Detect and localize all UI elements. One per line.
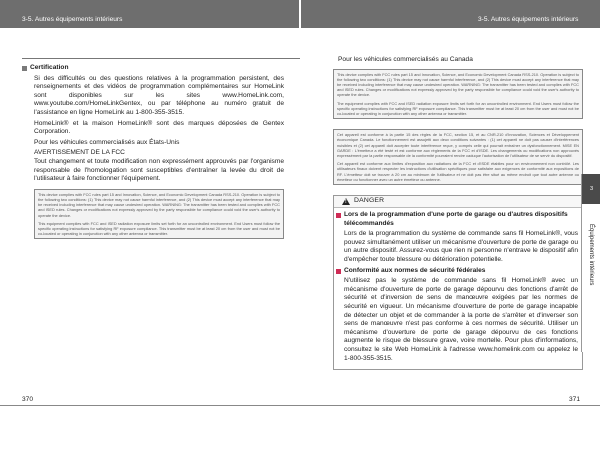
bottom-rule-left <box>0 405 300 406</box>
heading-square-icon <box>22 66 27 71</box>
trademark-paragraph: HomeLink® et la maison HomeLink® sont des marques déposées de Gentex Corporation. <box>34 119 284 136</box>
fcc-warning-title: AVERTISSEMENT DE LA FCC <box>34 149 125 157</box>
bottom-rule-right <box>300 405 600 406</box>
danger-text-safety-standards: N'utilisez pas le système de commande sans fil HomeLink® avec un mécanisme d'ouverture de porte de garage dépourvu des fonctions d'arrêt de sécurité et d'inversion de sens de manœuvre exigées par les normes de sécurité en vigueur. Un mécanisme d'ouverture de porte de garage incapable de détecter un objet et de commander à la porte de s'arrêter et d'inverser son sens de manœuvre n'est pas conforme à ces normes de sécurité. Utiliser un mécanisme d'ouverture de porte de garage dépourvu de ces fonctions augmente le risque de blessure grave, voire mortelle. Pour plus d'informations, consultez le site Web HomeLink à l'adresse www.homelink.com ou appelez le 1-800-355-3515. <box>344 277 578 362</box>
page-number-right: 371 <box>569 396 581 403</box>
page-number-left: 370 <box>22 396 34 403</box>
fcc-compliance-box-canada-fr <box>333 129 583 185</box>
fcc-warning-text: Tout changement et toute modification non expressément approuvés par l'organisme responsable de l'homologation sont susceptibles d'entraîner la levée du droit de l'utilisateur à faire fonctionner l'équipement. <box>34 157 284 183</box>
canada-vehicles-line: Pour les véhicules commercialisés au Canada <box>338 56 473 63</box>
fcc-box-usa-paragraph-1: This device complies with FCC rules part 15 and Innovation, Science, and Economic Development Canada RSS-210. Operation is subject to the following two conditions: (1) This device may not cause harmful interference, and (2) This device must accept any interference that may be received including interference that may cause undesired operation. WARNING: The transmitter has been tested and complies with FCC and ISED rules. Changes or modifications not expressly approved by the party responsible for compliance could void the user's authority to operate the device. <box>38 191 280 218</box>
right-page-body <box>333 56 583 370</box>
chapter-side-tab <box>581 174 600 352</box>
fcc-compliance-box-canada-en <box>333 69 583 120</box>
right-section-title: 3-5. Autres équipements intérieurs <box>478 16 579 23</box>
certification-heading: Certification <box>22 64 284 73</box>
danger-body <box>334 208 582 369</box>
warning-triangle-icon <box>342 198 350 205</box>
fcc-box-canada-fr-paragraph-2: Cet appareil est conforme aux limites d'exposition aux radiations de la FCC et d'ISDE établies pour un environnement non contrôlé. Les utilisateurs finaux doivent respecter les instructions d'utilisation spécifiques pour satisfaire aux exigences de conformité aux expositions de RF. L'émetteur doit se trouver à 20 cm au minimum de l'utilisateur et ne doit pas être situé au même endroit que tout autre antenne ou émetteur ou fonctionner avec un autre émetteur ou antenne. <box>337 161 579 182</box>
chapter-label: Équipements intérieurs <box>588 224 594 286</box>
programming-help-paragraph: Si des difficultés ou des questions relatives à la programmation persistent, des renseignements et des vidéos de programmation complémentaires sur HomeLink sont disponibles sur les sites www.HomeLink.com, www.youtube.com/HomeLinkGentex, ou par téléphone au numéro gratuit de l'assistance en ligne HomeLink au 1-800-355-3515. <box>34 74 284 116</box>
danger-heading-programming: Lors de la programmation d'une porte de garage ou d'autres dispositifs télécommandés <box>336 211 578 228</box>
danger-label: DANGER <box>354 197 385 205</box>
fcc-compliance-box-usa <box>34 189 284 240</box>
danger-text-programming: Lors de la programmation du système de commande sans fil HomeLink®, vous pouvez simultanément utiliser un mécanisme d'ouverture de porte de garage ou un autre dispositif. Assurez-vous que rien ni personne n'entrave le dispositif afin d'empêcher toute blessure ou détérioration potentielle. <box>344 230 578 264</box>
heading-square-icon <box>336 213 341 218</box>
fcc-box-canada-en-paragraph-2: The equipment complies with FCC and ISED radiation exposure limits set forth for an uncontrolled environment. End Users must follow the specific operating instructions for satisfying RF exposure compliance. This transmitter must be at least 20 cm from the user and must not be co-located or operating in conjunction with any other antenna or transmitter. <box>337 100 579 117</box>
left-page-header <box>0 0 300 28</box>
fcc-box-canada-fr-paragraph-1: Cet appareil est conforme à la partie 15 des règles de la FCC, section 15, et au CNR-210 d'Innovation, Sciences et Développement économique Canada. Le fonctionnement est assujetti aux deux conditions suivantes : (1) cet appareil ne doit pas causer d'interférences nuisibles et (2) cet appareil doit accepter toute interférence reçue, y compris celle qui pourrait entraîner un dysfonctionnement. MISE EN GARDE : L'émetteur a été testé et est conforme aux règlements de la FCC et d'ISDE. Les changements ou modifications non approuvés expressément par la partie responsable de la conformité pourraient rendre caduque l'autorisation de l'utilisateur de se servir du dispositif. <box>337 132 579 159</box>
left-section-title: 3-5. Autres équipements intérieurs <box>22 16 123 23</box>
usa-vehicles-line: Pour les véhicules commercialisés aux États-Unis <box>34 138 180 146</box>
top-divider <box>22 58 300 59</box>
danger-header <box>334 196 582 208</box>
heading-square-icon <box>336 269 341 274</box>
fcc-box-canada-en-paragraph-1: This device complies with FCC rules part 15 and Innovation, Science, and Economic Development Canada RSS-210. Operation is subject to the following two conditions: (1) This device may not cause harmful interference, and (2) This device must accept any interference that may be received including interference that may cause undesired operation. WARNING: The transmitter has been tested and complies with FCC and ISED rules. Changes or modifications not expressly approved by the party responsible for compliance could void the user's authority to operate the device. <box>337 71 579 98</box>
danger-heading-safety-standards: Conformité aux normes de sécurité fédérales <box>336 267 578 276</box>
danger-box <box>333 195 583 370</box>
fcc-box-usa-paragraph-2: This equipment complies with FCC and ISED radiation exposure limits set forth for an uncontrolled environment. End Users must follow the specific operating instructions for satisfying RF exposure compliance. This transmitter must be at least 20 cm from the user and must not be co-located or operating in conjunction with any other antenna or transmitter. <box>38 220 280 237</box>
right-page-header <box>300 0 600 28</box>
left-page-body <box>22 64 284 239</box>
page-gutter <box>299 0 301 450</box>
chapter-number: 3 <box>582 174 600 204</box>
